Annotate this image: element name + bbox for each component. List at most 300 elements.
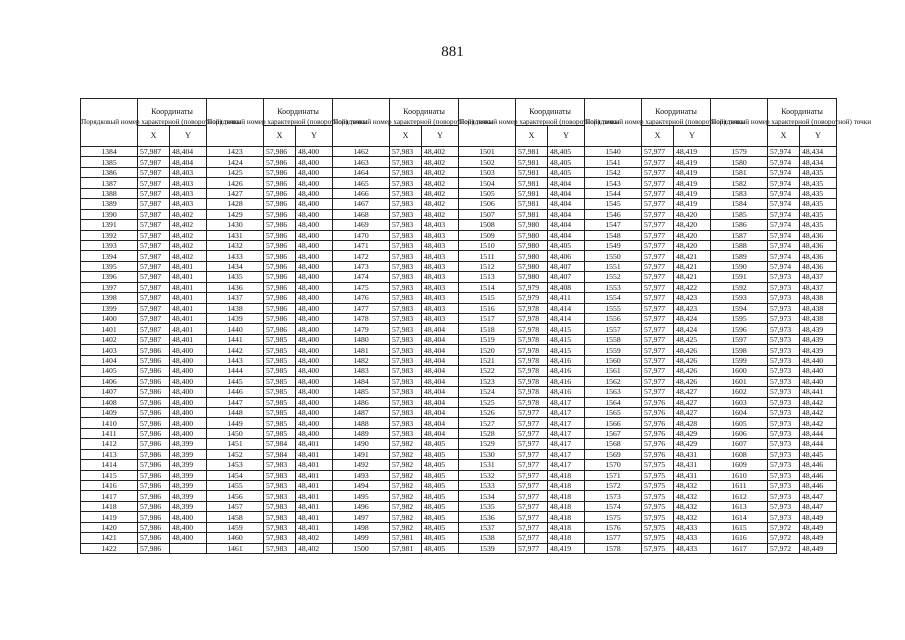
point-number-cell: 1600 [711, 366, 768, 376]
x-coordinate-cell: 57,986 [264, 293, 296, 303]
point-number-cell: 1567 [585, 428, 642, 438]
point-number-cell: 1527 [459, 418, 516, 428]
x-coordinate-cell: 57,977 [642, 376, 674, 386]
x-coordinate-cell: 57,974 [768, 209, 800, 219]
y-coordinate-cell: 48,433 [674, 533, 711, 543]
x-coordinate-cell: 57,973 [768, 491, 800, 501]
point-number-cell: 1408 [81, 397, 138, 407]
point-number-cell: 1518 [459, 324, 516, 334]
x-coordinate-cell: 57,987 [138, 303, 170, 313]
table-row [81, 543, 837, 553]
point-number-cell: 1549 [585, 240, 642, 250]
point-number-cell: 1384 [81, 147, 138, 157]
x-coordinate-cell: 57,974 [768, 167, 800, 177]
x-coordinate-cell: 57,986 [264, 314, 296, 324]
x-coordinate-cell: 57,973 [768, 428, 800, 438]
y-coordinate-cell: 48,417 [548, 449, 585, 459]
y-coordinate-cell: 48,400 [296, 355, 333, 365]
y-coordinate-cell: 48,432 [674, 512, 711, 522]
point-number-cell: 1561 [585, 366, 642, 376]
x-coordinate-cell: 57,978 [516, 387, 548, 397]
y-coordinate-cell: 48,414 [548, 303, 585, 313]
point-number-cell: 1486 [333, 397, 390, 407]
x-coordinate-cell: 57,981 [516, 188, 548, 198]
x-coordinate-cell: 57,986 [264, 303, 296, 313]
y-coordinate-cell: 48,400 [296, 428, 333, 438]
x-coordinate-cell: 57,987 [138, 272, 170, 282]
point-number-cell: 1523 [459, 376, 516, 386]
y-coordinate-cell: 48,433 [674, 543, 711, 553]
point-number-cell: 1578 [585, 543, 642, 553]
point-number-cell: 1455 [207, 481, 264, 491]
point-number-cell: 1487 [333, 407, 390, 417]
x-coordinate-cell: 57,980 [516, 251, 548, 261]
y-coordinate-cell: 48,439 [800, 334, 837, 344]
point-number-cell: 1387 [81, 178, 138, 188]
x-coordinate-cell: 57,977 [516, 491, 548, 501]
x-coordinate-cell: 57,975 [642, 470, 674, 480]
table-row [81, 188, 837, 198]
x-coordinate-cell: 57,980 [516, 261, 548, 271]
y-coordinate-cell: 48,405 [548, 240, 585, 250]
x-coordinate-cell: 57,983 [264, 543, 296, 553]
table-row [81, 460, 837, 470]
point-number-cell: 1446 [207, 387, 264, 397]
point-number-cell: 1423 [207, 147, 264, 157]
point-number-cell: 1499 [333, 533, 390, 543]
point-number-cell: 1435 [207, 272, 264, 282]
x-coordinate-cell: 57,977 [642, 157, 674, 167]
x-coordinate-cell: 57,974 [768, 178, 800, 188]
y-coordinate-cell: 48,401 [296, 470, 333, 480]
y-coordinate-cell: 48,414 [548, 314, 585, 324]
y-coordinate-cell: 48,438 [800, 293, 837, 303]
point-number-cell: 1507 [459, 209, 516, 219]
y-header: Y [170, 126, 207, 147]
point-number-cell: 1456 [207, 491, 264, 501]
y-coordinate-cell: 48,407 [548, 272, 585, 282]
point-number-cell: 1543 [585, 178, 642, 188]
y-coordinate-cell: 48,399 [170, 481, 207, 491]
y-coordinate-cell: 48,420 [674, 209, 711, 219]
point-number-cell: 1480 [333, 334, 390, 344]
x-coordinate-cell: 57,977 [642, 355, 674, 365]
point-number-cell: 1397 [81, 282, 138, 292]
point-number-cell: 1485 [333, 387, 390, 397]
y-coordinate-cell: 48,439 [800, 324, 837, 334]
x-coordinate-cell: 57,978 [516, 334, 548, 344]
point-number-cell: 1555 [585, 303, 642, 313]
y-coordinate-cell: 48,399 [170, 491, 207, 501]
x-coordinate-cell: 57,985 [264, 387, 296, 397]
x-coordinate-cell: 57,986 [264, 167, 296, 177]
table-row [81, 470, 837, 480]
x-coordinate-cell: 57,982 [390, 439, 422, 449]
y-coordinate-cell: 48,418 [548, 522, 585, 532]
y-coordinate-cell: 48,425 [674, 334, 711, 344]
y-coordinate-cell: 48,402 [170, 220, 207, 230]
y-coordinate-cell: 48,444 [800, 439, 837, 449]
point-number-cell: 1557 [585, 324, 642, 334]
point-number-cell: 1559 [585, 345, 642, 355]
x-coordinate-cell: 57,977 [642, 188, 674, 198]
x-coordinate-cell: 57,977 [642, 293, 674, 303]
point-number-cell: 1564 [585, 397, 642, 407]
y-coordinate-cell: 48,404 [422, 324, 459, 334]
y-coordinate-cell: 48,403 [422, 293, 459, 303]
x-coordinate-cell: 57,977 [642, 230, 674, 240]
x-coordinate-cell: 57,975 [642, 481, 674, 491]
x-coordinate-cell: 57,985 [264, 407, 296, 417]
y-coordinate-cell: 48,400 [296, 407, 333, 417]
y-coordinate-cell: 48,404 [548, 230, 585, 240]
y-coordinate-cell: 48,427 [674, 407, 711, 417]
point-number-header: Порядковый номер характерной (поворотной) точки [459, 99, 516, 147]
y-coordinate-cell: 48,419 [548, 543, 585, 553]
y-coordinate-cell: 48,435 [800, 188, 837, 198]
y-coordinate-cell: 48,402 [422, 167, 459, 177]
point-number-cell: 1539 [459, 543, 516, 553]
point-number-cell: 1528 [459, 428, 516, 438]
point-number-cell: 1452 [207, 449, 264, 459]
point-number-cell: 1569 [585, 449, 642, 459]
x-coordinate-cell: 57,977 [516, 460, 548, 470]
x-coordinate-cell: 57,976 [642, 439, 674, 449]
y-coordinate-cell: 48,418 [548, 512, 585, 522]
y-coordinate-cell: 48,404 [548, 220, 585, 230]
point-number-cell: 1516 [459, 303, 516, 313]
y-coordinate-cell: 48,429 [674, 428, 711, 438]
point-number-cell: 1439 [207, 314, 264, 324]
point-number-cell: 1598 [711, 345, 768, 355]
point-number-cell: 1520 [459, 345, 516, 355]
y-coordinate-cell: 48,404 [422, 387, 459, 397]
x-coordinate-cell: 57,980 [516, 240, 548, 250]
point-number-cell: 1532 [459, 470, 516, 480]
x-coordinate-cell: 57,981 [516, 199, 548, 209]
table-row [81, 387, 837, 397]
x-coordinate-cell: 57,973 [768, 334, 800, 344]
y-coordinate-cell: 48,405 [548, 167, 585, 177]
y-coordinate-cell: 48,437 [800, 272, 837, 282]
y-coordinate-cell: 48,404 [548, 209, 585, 219]
y-coordinate-cell: 48,449 [800, 522, 837, 532]
point-number-cell: 1576 [585, 522, 642, 532]
y-coordinate-cell: 48,403 [422, 282, 459, 292]
x-coordinate-cell: 57,976 [642, 449, 674, 459]
y-coordinate-cell: 48,400 [296, 293, 333, 303]
x-coordinate-cell: 57,983 [390, 324, 422, 334]
x-coordinate-cell: 57,983 [264, 533, 296, 543]
x-coordinate-cell: 57,986 [264, 261, 296, 271]
point-number-cell: 1501 [459, 147, 516, 157]
x-coordinate-cell: 57,985 [264, 397, 296, 407]
x-coordinate-cell: 57,975 [642, 543, 674, 553]
y-coordinate-cell: 48,442 [800, 407, 837, 417]
y-coordinate-cell: 48,432 [674, 481, 711, 491]
point-number-cell: 1421 [81, 533, 138, 543]
point-number-cell: 1466 [333, 188, 390, 198]
point-number-cell: 1593 [711, 293, 768, 303]
x-coordinate-cell: 57,973 [768, 397, 800, 407]
point-number-cell: 1416 [81, 481, 138, 491]
y-coordinate-cell: 48,405 [422, 481, 459, 491]
y-coordinate-cell: 48,401 [296, 439, 333, 449]
point-number-cell: 1611 [711, 481, 768, 491]
x-coordinate-cell: 57,986 [138, 345, 170, 355]
x-coordinate-cell: 57,983 [390, 220, 422, 230]
point-number-cell: 1458 [207, 512, 264, 522]
x-coordinate-cell: 57,984 [264, 449, 296, 459]
point-number-cell: 1591 [711, 272, 768, 282]
point-number-cell: 1584 [711, 199, 768, 209]
y-coordinate-cell: 48,403 [422, 220, 459, 230]
y-coordinate-cell: 48,404 [422, 428, 459, 438]
y-coordinate-cell: 48,405 [422, 470, 459, 480]
x-coordinate-cell: 57,986 [264, 178, 296, 188]
table-row [81, 491, 837, 501]
point-number-cell: 1505 [459, 188, 516, 198]
point-number-cell: 1529 [459, 439, 516, 449]
point-number-cell: 1425 [207, 167, 264, 177]
point-number-cell: 1418 [81, 501, 138, 511]
x-coordinate-cell: 57,987 [138, 230, 170, 240]
y-coordinate-cell: 48,400 [296, 240, 333, 250]
point-number-cell: 1605 [711, 418, 768, 428]
y-coordinate-cell: 48,423 [674, 303, 711, 313]
y-coordinate-cell: 48,403 [422, 230, 459, 240]
point-number-cell: 1560 [585, 355, 642, 365]
point-number-cell: 1581 [711, 167, 768, 177]
y-coordinate-cell: 48,431 [674, 470, 711, 480]
y-coordinate-cell: 48,435 [800, 167, 837, 177]
x-coordinate-cell: 57,982 [390, 481, 422, 491]
x-coordinate-cell: 57,985 [264, 345, 296, 355]
x-coordinate-cell: 57,977 [516, 543, 548, 553]
x-coordinate-cell: 57,980 [516, 272, 548, 282]
point-number-cell: 1583 [711, 188, 768, 198]
x-header: X [642, 126, 674, 147]
y-coordinate-cell: 48,405 [422, 512, 459, 522]
y-coordinate-cell: 48,436 [800, 261, 837, 271]
table-row [81, 220, 837, 230]
y-coordinate-cell: 48,401 [296, 491, 333, 501]
point-number-cell: 1601 [711, 376, 768, 386]
y-coordinate-cell: 48,440 [800, 376, 837, 386]
x-coordinate-cell: 57,983 [390, 272, 422, 282]
y-coordinate-cell: 48,426 [674, 366, 711, 376]
point-number-cell: 1587 [711, 230, 768, 240]
x-coordinate-cell: 57,977 [642, 251, 674, 261]
point-number-cell: 1476 [333, 293, 390, 303]
y-coordinate-cell: 48,421 [674, 272, 711, 282]
point-number-cell: 1444 [207, 366, 264, 376]
x-header: X [390, 126, 422, 147]
x-coordinate-cell: 57,987 [138, 178, 170, 188]
point-number-cell: 1427 [207, 188, 264, 198]
y-coordinate-cell: 48,407 [548, 261, 585, 271]
point-number-cell: 1420 [81, 522, 138, 532]
point-number-cell: 1502 [459, 157, 516, 167]
x-coordinate-cell: 57,977 [516, 501, 548, 511]
point-number-cell: 1526 [459, 407, 516, 417]
y-coordinate-cell: 48,418 [548, 501, 585, 511]
x-coordinate-cell: 57,986 [264, 251, 296, 261]
x-coordinate-cell: 57,974 [768, 199, 800, 209]
y-coordinate-cell: 48,446 [800, 460, 837, 470]
x-coordinate-cell: 57,980 [516, 230, 548, 240]
y-coordinate-cell: 48,401 [170, 293, 207, 303]
y-coordinate-cell: 48,418 [548, 481, 585, 491]
point-number-cell: 1495 [333, 491, 390, 501]
point-number-cell: 1521 [459, 355, 516, 365]
y-coordinate-cell: 48,444 [800, 428, 837, 438]
x-coordinate-cell: 57,977 [642, 334, 674, 344]
x-coordinate-cell: 57,982 [390, 491, 422, 501]
y-coordinate-cell: 48,400 [170, 418, 207, 428]
x-coordinate-cell: 57,973 [768, 407, 800, 417]
point-number-cell: 1544 [585, 188, 642, 198]
point-number-cell: 1412 [81, 439, 138, 449]
point-number-cell: 1575 [585, 512, 642, 522]
point-number-cell: 1469 [333, 220, 390, 230]
y-coordinate-cell: 48,400 [296, 220, 333, 230]
point-number-cell: 1513 [459, 272, 516, 282]
y-coordinate-cell: 48,400 [170, 366, 207, 376]
point-number-cell: 1609 [711, 460, 768, 470]
x-coordinate-cell: 57,983 [390, 230, 422, 240]
y-coordinate-cell: 48,405 [422, 522, 459, 532]
x-coordinate-cell: 57,983 [264, 481, 296, 491]
y-coordinate-cell: 48,400 [296, 261, 333, 271]
y-header: Y [548, 126, 585, 147]
point-number-cell: 1497 [333, 512, 390, 522]
point-number-cell: 1538 [459, 533, 516, 543]
x-coordinate-cell: 57,986 [264, 147, 296, 157]
x-coordinate-cell: 57,986 [264, 324, 296, 334]
x-coordinate-cell: 57,987 [138, 147, 170, 157]
y-coordinate-cell: 48,404 [422, 345, 459, 355]
y-coordinate-cell: 48,400 [296, 178, 333, 188]
x-coordinate-cell: 57,986 [138, 366, 170, 376]
y-coordinate-cell: 48,405 [422, 501, 459, 511]
y-coordinate-cell: 48,416 [548, 366, 585, 376]
table-row [81, 230, 837, 240]
point-number-cell: 1454 [207, 470, 264, 480]
x-coordinate-cell: 57,986 [138, 501, 170, 511]
point-number-cell: 1429 [207, 209, 264, 219]
x-coordinate-cell: 57,986 [138, 387, 170, 397]
y-coordinate-cell: 48,417 [548, 428, 585, 438]
x-coordinate-cell: 57,987 [138, 324, 170, 334]
point-number-cell: 1417 [81, 491, 138, 501]
y-coordinate-cell: 48,415 [548, 334, 585, 344]
y-coordinate-cell: 48,421 [674, 261, 711, 271]
point-number-cell: 1541 [585, 157, 642, 167]
y-coordinate-cell: 48,399 [170, 460, 207, 470]
x-coordinate-cell: 57,973 [768, 512, 800, 522]
y-coordinate-cell: 48,403 [422, 251, 459, 261]
x-coordinate-cell: 57,983 [264, 512, 296, 522]
point-number-cell: 1481 [333, 345, 390, 355]
y-coordinate-cell: 48,405 [422, 543, 459, 553]
x-coordinate-cell: 57,973 [768, 387, 800, 397]
point-number-cell: 1428 [207, 199, 264, 209]
y-coordinate-cell: 48,401 [296, 449, 333, 459]
point-number-cell: 1616 [711, 533, 768, 543]
y-coordinate-cell: 48,401 [296, 460, 333, 470]
table-row [81, 397, 837, 407]
x-coordinate-cell: 57,973 [768, 282, 800, 292]
x-coordinate-cell: 57,987 [138, 293, 170, 303]
y-coordinate-cell: 48,400 [170, 533, 207, 543]
x-coordinate-cell: 57,973 [768, 324, 800, 334]
y-coordinate-cell: 48,418 [548, 533, 585, 543]
x-coordinate-cell: 57,977 [516, 533, 548, 543]
table-row [81, 376, 837, 386]
x-coordinate-cell: 57,983 [390, 387, 422, 397]
x-coordinate-cell: 57,973 [768, 501, 800, 511]
x-coordinate-cell: 57,980 [516, 220, 548, 230]
y-coordinate-cell: 48,400 [170, 512, 207, 522]
table-row [81, 533, 837, 543]
point-number-cell: 1535 [459, 501, 516, 511]
y-coordinate-cell: 48,424 [674, 324, 711, 334]
y-coordinate-cell: 48,446 [800, 470, 837, 480]
x-coordinate-cell: 57,987 [138, 167, 170, 177]
y-coordinate-cell: 48,404 [422, 397, 459, 407]
x-coordinate-cell: 57,986 [138, 460, 170, 470]
x-coordinate-cell: 57,986 [138, 376, 170, 386]
point-number-cell: 1542 [585, 167, 642, 177]
point-number-cell: 1478 [333, 314, 390, 324]
y-coordinate-cell: 48,445 [800, 449, 837, 459]
y-coordinate-cell: 48,400 [296, 251, 333, 261]
point-number-cell: 1574 [585, 501, 642, 511]
x-coordinate-cell: 57,978 [516, 303, 548, 313]
coordinates-table-body [81, 147, 837, 554]
point-number-cell: 1615 [711, 522, 768, 532]
x-coordinate-cell: 57,976 [642, 397, 674, 407]
y-coordinate-cell: 48,402 [422, 209, 459, 219]
point-number-cell: 1512 [459, 261, 516, 271]
x-coordinate-cell: 57,986 [138, 470, 170, 480]
x-coordinate-cell: 57,987 [138, 282, 170, 292]
x-coordinate-cell: 57,986 [264, 230, 296, 240]
x-coordinate-cell: 57,975 [642, 501, 674, 511]
x-coordinate-cell: 57,973 [768, 376, 800, 386]
x-coordinate-cell: 57,981 [390, 543, 422, 553]
point-number-cell: 1484 [333, 376, 390, 386]
table-row [81, 261, 837, 271]
x-coordinate-cell: 57,978 [516, 355, 548, 365]
x-coordinate-cell: 57,987 [138, 334, 170, 344]
coordinates-header: Координаты [138, 99, 207, 126]
x-coordinate-cell: 57,983 [390, 199, 422, 209]
x-coordinate-cell: 57,983 [390, 397, 422, 407]
x-coordinate-cell: 57,977 [516, 512, 548, 522]
y-coordinate-cell: 48,432 [674, 491, 711, 501]
y-coordinate-cell: 48,402 [170, 251, 207, 261]
x-coordinate-cell: 57,972 [768, 522, 800, 532]
y-coordinate-cell: 48,419 [674, 167, 711, 177]
point-number-cell: 1462 [333, 147, 390, 157]
x-coordinate-cell: 57,976 [642, 407, 674, 417]
table-row [81, 366, 837, 376]
y-coordinate-cell: 48,424 [674, 314, 711, 324]
point-number-cell: 1410 [81, 418, 138, 428]
point-number-cell: 1461 [207, 543, 264, 553]
